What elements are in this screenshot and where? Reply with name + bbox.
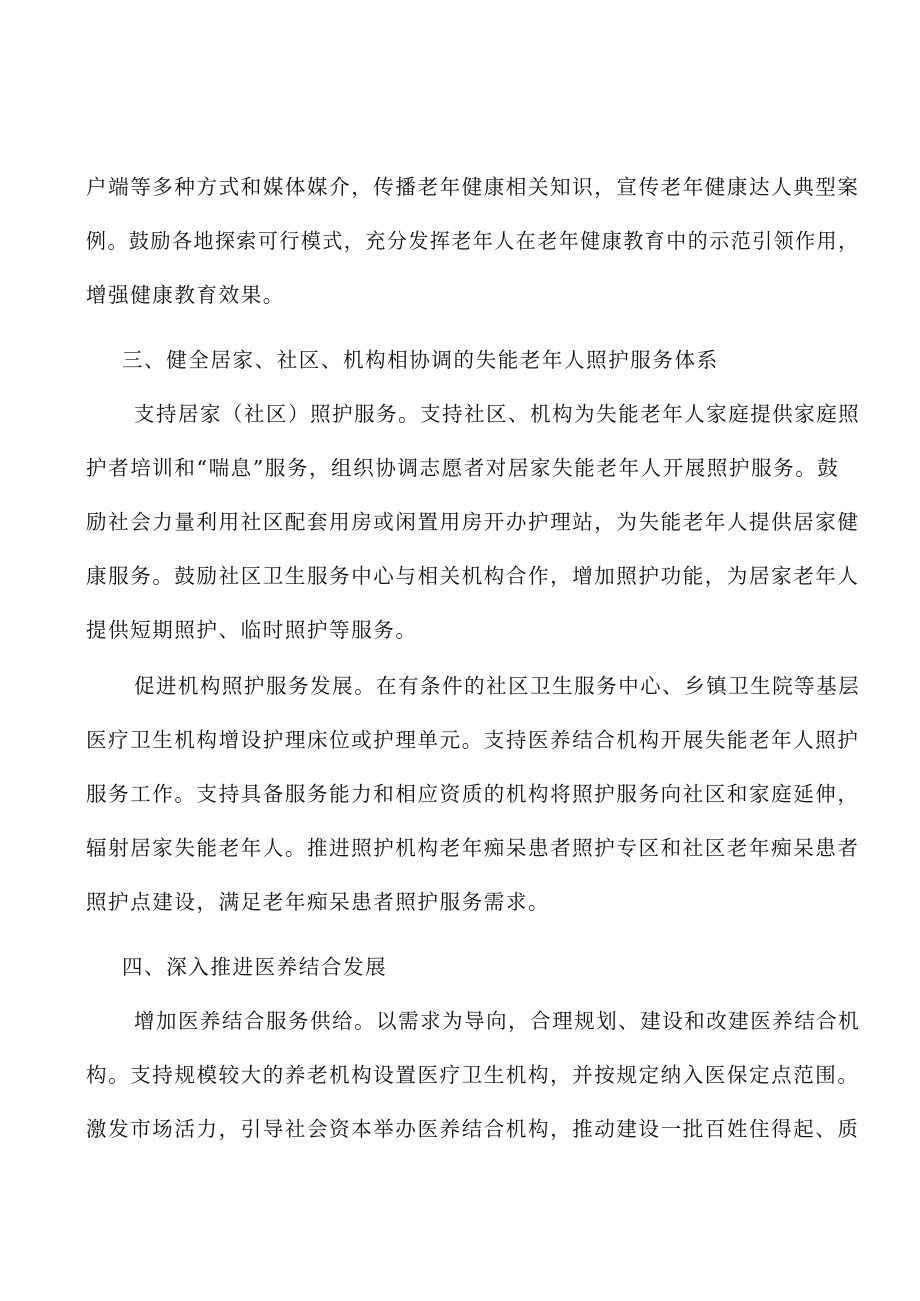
paragraph-line: 支持居家（社区）照护服务。支持社区、机构为失能老年人家庭提供家庭照 — [134, 402, 861, 426]
paragraph-line: 医疗卫生机构增设护理床位或护理单元。支持医养结合机构开展失能老年人照护 — [86, 728, 860, 752]
paragraph-line: 励社会力量利用社区配套用房或闲置用房开办护理站，为失能老年人提供居家健 — [86, 510, 860, 534]
paragraph-line: 激发市场活力，引导社会资本举办医养结合机构，推动建设一批百姓住得起、质 — [86, 1117, 860, 1141]
paragraph-line: 护者培训和“喘息”服务，组织协调志愿者对居家失能老年人开展照护服务。鼓 — [86, 456, 840, 480]
paragraph-line: 构。支持规模较大的养老机构设置医疗卫生机构，并按规定纳入医保定点范围。 — [86, 1063, 860, 1087]
paragraph-line: 促进机构照护服务发展。在有条件的社区卫生服务中心、乡镇卫生院等基层 — [134, 674, 861, 698]
section-heading-4: 四、深入推进医养结合发展 — [122, 955, 388, 979]
paragraph-line: 增强健康教育效果。 — [86, 283, 285, 307]
paragraph-line: 增加医养结合服务供给。以需求为导向，合理规划、建设和改建医养结合机 — [134, 1009, 861, 1033]
paragraph-line: 例。鼓励各地探索可行模式，充分发挥老年人在老年健康教育中的示范引领作用， — [86, 229, 860, 253]
paragraph-line: 康服务。鼓励社区卫生服务中心与相关机构合作，增加照护功能，为居家老年人 — [86, 564, 860, 588]
paragraph-line: 辐射居家失能老年人。推进照护机构老年痴呆患者照护专区和社区老年痴呆患者 — [86, 836, 860, 860]
paragraph-line: 服务工作。支持具备服务能力和相应资质的机构将照护服务向社区和家庭延伸， — [86, 782, 860, 806]
paragraph-line: 照护点建设，满足老年痴呆患者照护服务需求。 — [86, 890, 551, 914]
paragraph-line: 户端等多种方式和媒体媒介，传播老年健康相关知识，宣传老年健康达人典型案 — [86, 175, 860, 199]
section-heading-3: 三、健全居家、社区、机构相协调的失能老年人照护服务体系 — [122, 348, 719, 372]
paragraph-line: 提供短期照护、临时照护等服务。 — [86, 618, 418, 642]
